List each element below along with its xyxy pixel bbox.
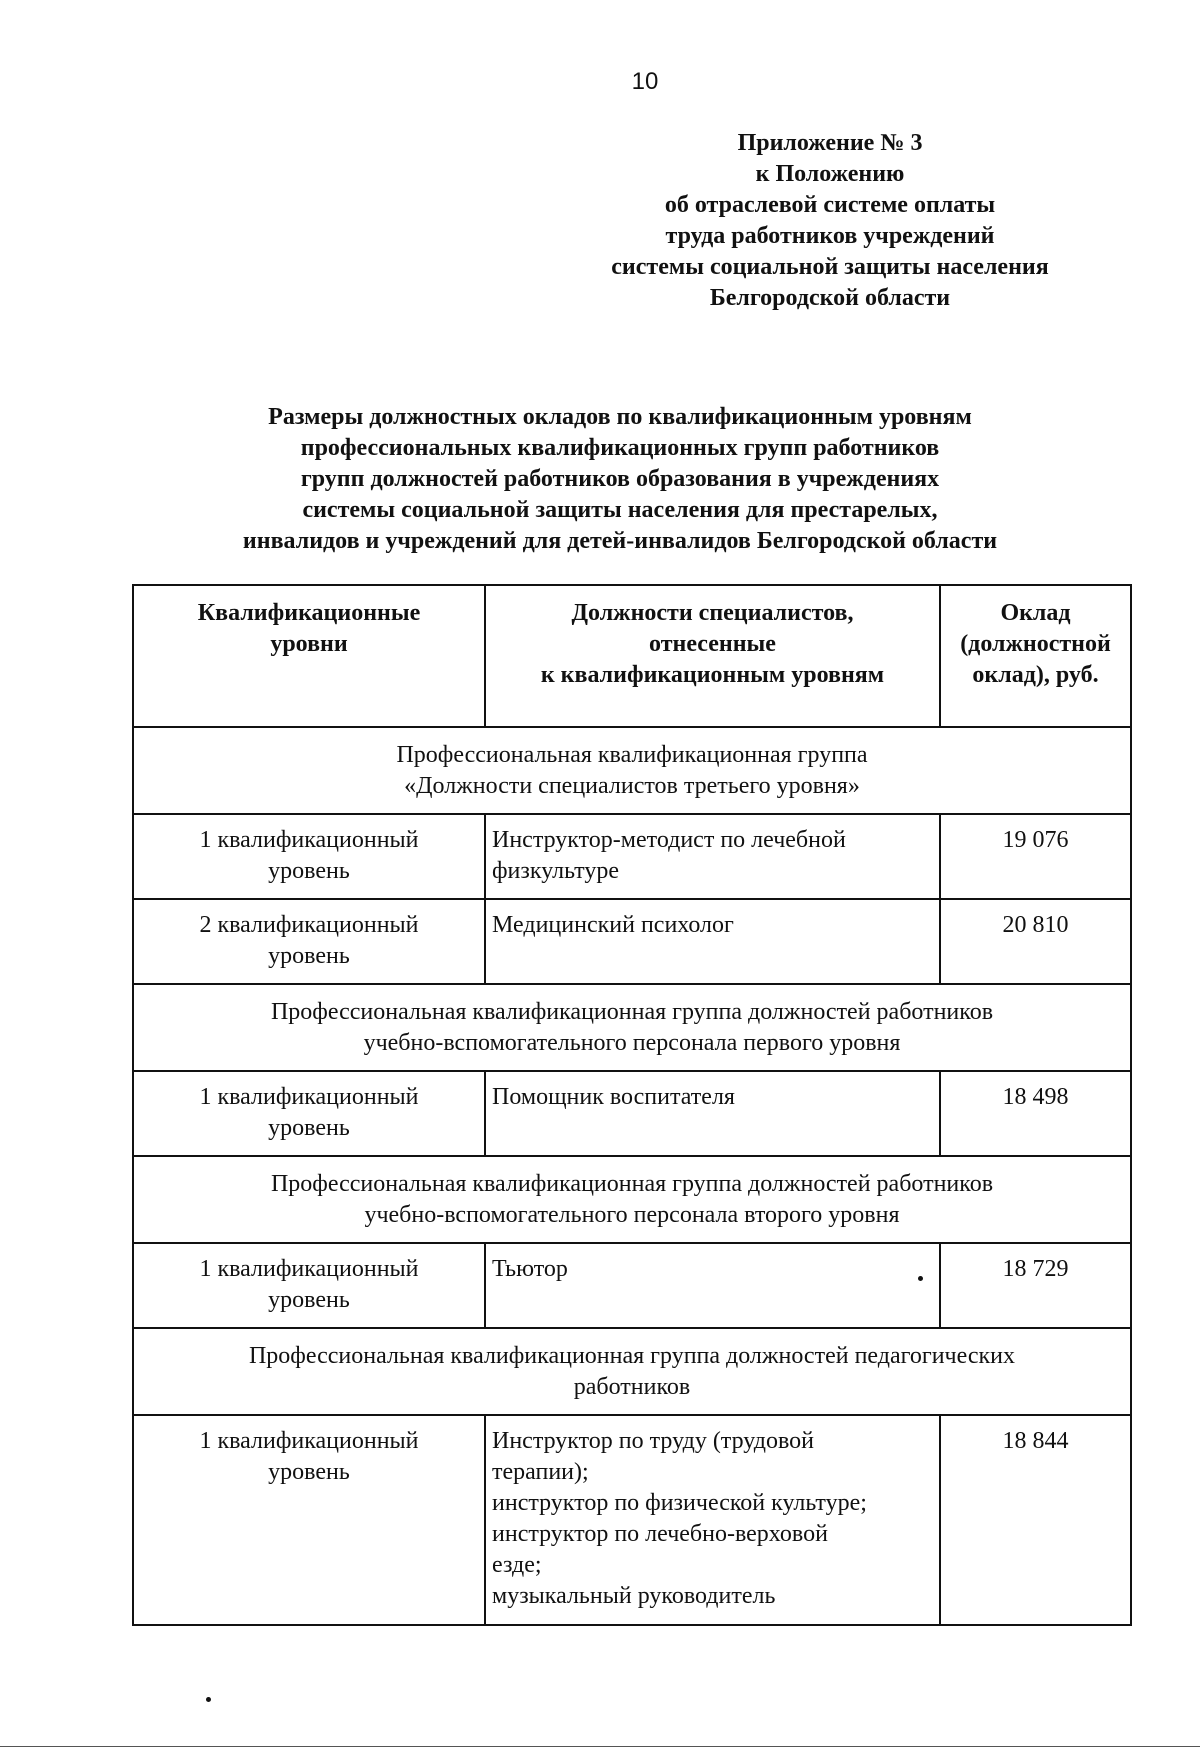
posts-cell <box>485 1071 940 1156</box>
group-title-line: Профессиональная квалификационная группа <box>396 742 868 768</box>
header-salary <box>940 585 1131 727</box>
group-title <box>133 727 1131 814</box>
post-text: инструктор по лечебно-верховой <box>492 1521 828 1547</box>
title-line: инвалидов и учреждений для детей-инвалидов Белгородской области <box>242 528 998 554</box>
table-row <box>133 1071 1131 1156</box>
level-text: уровень <box>268 1115 350 1141</box>
level-text: 1 квалификационный <box>199 1428 419 1454</box>
table-row <box>133 899 1131 984</box>
posts-cell <box>485 899 940 984</box>
group-title <box>133 1328 1131 1415</box>
table-row <box>133 814 1131 899</box>
level-text: 2 квалификационный <box>199 912 419 938</box>
header-text: оклад), руб. <box>972 662 1099 688</box>
group-title-line: «Должности специалистов третьего уровня» <box>404 773 860 799</box>
header-text: уровни <box>270 631 348 657</box>
group-row <box>133 984 1131 1071</box>
salary-cell: 20 810 <box>940 899 1131 984</box>
group-row <box>133 727 1131 814</box>
group-title-line: учебно-вспомогательного персонала первого уровня <box>363 1030 901 1056</box>
posts-cell <box>485 1415 940 1625</box>
header-text: Квалификационные <box>197 600 421 626</box>
header-text: (должностной <box>960 631 1111 657</box>
level-cell <box>133 1071 485 1156</box>
group-title-line: Профессиональная квалификационная группа должностей работников <box>270 999 994 1025</box>
salary-cell: 18 498 <box>940 1071 1131 1156</box>
post-text: Помощник воспитателя <box>492 1084 735 1110</box>
level-cell <box>133 1415 485 1625</box>
salary-cell: 18 729 <box>940 1243 1131 1328</box>
appendix-line: Приложение № 3 <box>737 130 923 156</box>
header-posts <box>485 585 940 727</box>
document-title <box>130 402 1110 557</box>
group-title-line: Профессиональная квалификационная группа должностей педагогических <box>248 1343 1016 1369</box>
post-text: терапии); <box>492 1459 589 1485</box>
post-text: езде; <box>492 1552 542 1578</box>
group-title <box>133 984 1131 1071</box>
appendix-header <box>610 128 1050 314</box>
table-row <box>133 1415 1131 1625</box>
header-text: Должности специалистов, <box>571 600 854 626</box>
level-cell <box>133 814 485 899</box>
group-title-line: Профессиональная квалификационная группа должностей работников <box>270 1171 994 1197</box>
group-row <box>133 1156 1131 1243</box>
header-level <box>133 585 485 727</box>
header-text: Оклад <box>1000 600 1071 626</box>
salary-cell: 19 076 <box>940 814 1131 899</box>
post-text: Инструктор по труду (трудовой <box>492 1428 814 1454</box>
post-text: Инструктор-методист по лечебной <box>492 827 846 853</box>
appendix-line: труда работников учреждений <box>665 223 995 249</box>
title-line: профессиональных квалификационных групп работников <box>300 435 940 461</box>
post-text: Медицинский психолог <box>492 912 734 938</box>
title-line: групп должностей работников образования в учреждениях <box>300 466 940 492</box>
level-text: уровень <box>268 943 350 969</box>
post-text: музыкальный руководитель <box>492 1583 776 1609</box>
level-text: уровень <box>268 858 350 884</box>
level-text: 1 квалификационный <box>199 827 419 853</box>
header-text: отнесенные <box>649 631 776 657</box>
level-text: 1 квалификационный <box>199 1084 419 1110</box>
group-row <box>133 1328 1131 1415</box>
level-cell <box>133 1243 485 1328</box>
appendix-line: к Положению <box>755 161 905 187</box>
level-text: уровень <box>268 1287 350 1313</box>
scan-edge-line <box>0 1746 1200 1747</box>
posts-cell <box>485 814 940 899</box>
posts-cell <box>485 1243 940 1328</box>
table-header-row <box>133 585 1131 727</box>
scan-speck <box>206 1697 211 1702</box>
appendix-line: об отраслевой системе оплаты <box>664 192 996 218</box>
salary-table <box>132 584 1132 1626</box>
salary-cell: 18 844 <box>940 1415 1131 1625</box>
page-number: 10 <box>631 68 659 95</box>
header-text: к квалификационным уровням <box>540 662 885 688</box>
appendix-line: Белгородской области <box>709 285 951 311</box>
scan-speck <box>918 1276 923 1281</box>
table-row <box>133 1243 1131 1328</box>
appendix-line: системы социальной защиты населения <box>611 254 1049 280</box>
group-title-line: работников <box>573 1374 691 1400</box>
post-text: инструктор по физической культуре; <box>492 1490 867 1516</box>
level-text: уровень <box>268 1459 350 1485</box>
post-text: Тьютор <box>492 1256 568 1282</box>
title-line: системы социальной защиты населения для престарелых, <box>302 497 938 523</box>
level-text: 1 квалификационный <box>199 1256 419 1282</box>
group-title <box>133 1156 1131 1243</box>
level-cell <box>133 899 485 984</box>
group-title-line: учебно-вспомогательного персонала второго уровня <box>364 1202 900 1228</box>
title-line: Размеры должностных окладов по квалификационным уровням <box>268 404 972 430</box>
post-text: физкультуре <box>492 858 619 884</box>
